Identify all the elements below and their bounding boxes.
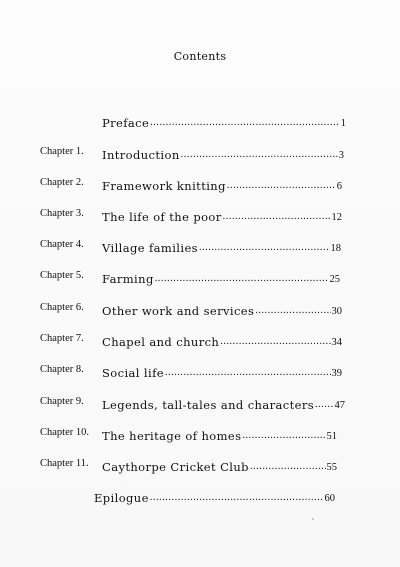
entry-title: Legends, tall-tales and characters — [102, 398, 315, 412]
page-title: Contents — [173, 50, 227, 63]
chapter-number: Chapter 4. — [40, 239, 84, 250]
page-number: 34 — [331, 337, 342, 348]
toc-entry-link[interactable] — [102, 300, 342, 318]
entry-title: Caythorpe Cricket Club — [102, 460, 249, 474]
chapter-number: Chapter 1. — [40, 146, 84, 157]
dot-leader — [150, 118, 340, 128]
toc-entry-link[interactable] — [102, 237, 341, 255]
entry-title: Introduction — [102, 148, 180, 162]
entry-title: Preface — [102, 116, 150, 130]
page-number: 55 — [326, 462, 337, 473]
paper-speck — [312, 518, 314, 520]
dot-leader — [223, 212, 331, 222]
dot-leader — [250, 462, 326, 472]
chapter-number: Chapter 8. — [40, 364, 84, 375]
dot-leader — [165, 368, 331, 378]
toc-entry-chapter-10 — [0, 425, 400, 443]
page-number: 3 — [338, 150, 344, 161]
toc-entry-chapter-11 — [0, 456, 400, 474]
page-number: 51 — [326, 431, 337, 442]
toc-entry-link[interactable] — [102, 206, 342, 224]
chapter-number: Chapter 2. — [40, 177, 84, 188]
toc-entry-chapter-6 — [0, 300, 400, 318]
page-number: 25 — [329, 274, 340, 285]
dot-leader — [155, 274, 329, 284]
dot-leader — [315, 400, 333, 410]
chapter-number: Chapter 7. — [40, 333, 84, 344]
toc-entry-link[interactable] — [94, 487, 335, 505]
entry-title: The life of the poor — [102, 210, 222, 224]
toc-entry-chapter-9 — [0, 394, 400, 412]
toc-entry-link[interactable] — [102, 175, 342, 193]
chapter-number: Chapter 3. — [40, 208, 84, 219]
entry-title: Epilogue — [94, 491, 149, 505]
dot-leader — [199, 243, 330, 253]
toc-entry-chapter-2 — [0, 175, 400, 193]
toc-entry-chapter-8 — [0, 362, 400, 380]
toc-entry-link[interactable] — [102, 425, 337, 443]
page-number: 47 — [334, 400, 345, 411]
dot-leader — [150, 493, 324, 503]
toc-entry-link[interactable] — [102, 394, 345, 412]
page-number: 6 — [336, 181, 342, 192]
toc-entry-chapter-3 — [0, 206, 400, 224]
page-number: 18 — [330, 243, 341, 254]
toc-entry-chapter-4 — [0, 237, 400, 255]
dot-leader — [181, 150, 338, 160]
chapter-number: Chapter 6. — [40, 302, 84, 313]
entry-title: Chapel and church — [102, 335, 220, 349]
page-number: 39 — [331, 368, 342, 379]
toc-entry-link[interactable] — [102, 268, 340, 286]
chapter-number: Chapter 11. — [40, 458, 89, 469]
toc-entry-link[interactable] — [102, 456, 337, 474]
toc-entry-chapter-1 — [0, 144, 400, 162]
entry-title: Farming — [102, 272, 154, 286]
entry-title: Other work and services — [102, 304, 255, 318]
entry-title: The heritage of homes — [102, 429, 242, 443]
dot-leader — [227, 181, 336, 191]
chapter-number: Chapter 5. — [40, 270, 84, 281]
toc-entry-link[interactable] — [102, 362, 342, 380]
toc-entry-link[interactable] — [102, 144, 344, 162]
page-number: 12 — [331, 212, 342, 223]
dot-leader — [220, 337, 330, 347]
page-number: 1 — [340, 118, 346, 129]
entry-title: Social life — [102, 366, 164, 380]
dot-leader — [255, 306, 330, 316]
dot-leader — [242, 431, 325, 441]
toc-entry-preface — [0, 112, 400, 130]
chapter-number: Chapter 9. — [40, 396, 84, 407]
toc-entry-chapter-7 — [0, 331, 400, 349]
toc-entry-link[interactable] — [102, 331, 342, 349]
page-number: 30 — [331, 306, 342, 317]
chapter-number: Chapter 10. — [40, 427, 89, 438]
toc-entry-chapter-5 — [0, 268, 400, 286]
page-number: 60 — [324, 493, 335, 504]
entry-title: Framework knitting — [102, 179, 226, 193]
toc-entry-link[interactable] — [102, 112, 346, 130]
toc-entry-epilogue — [0, 487, 400, 505]
entry-title: Village families — [102, 241, 198, 255]
